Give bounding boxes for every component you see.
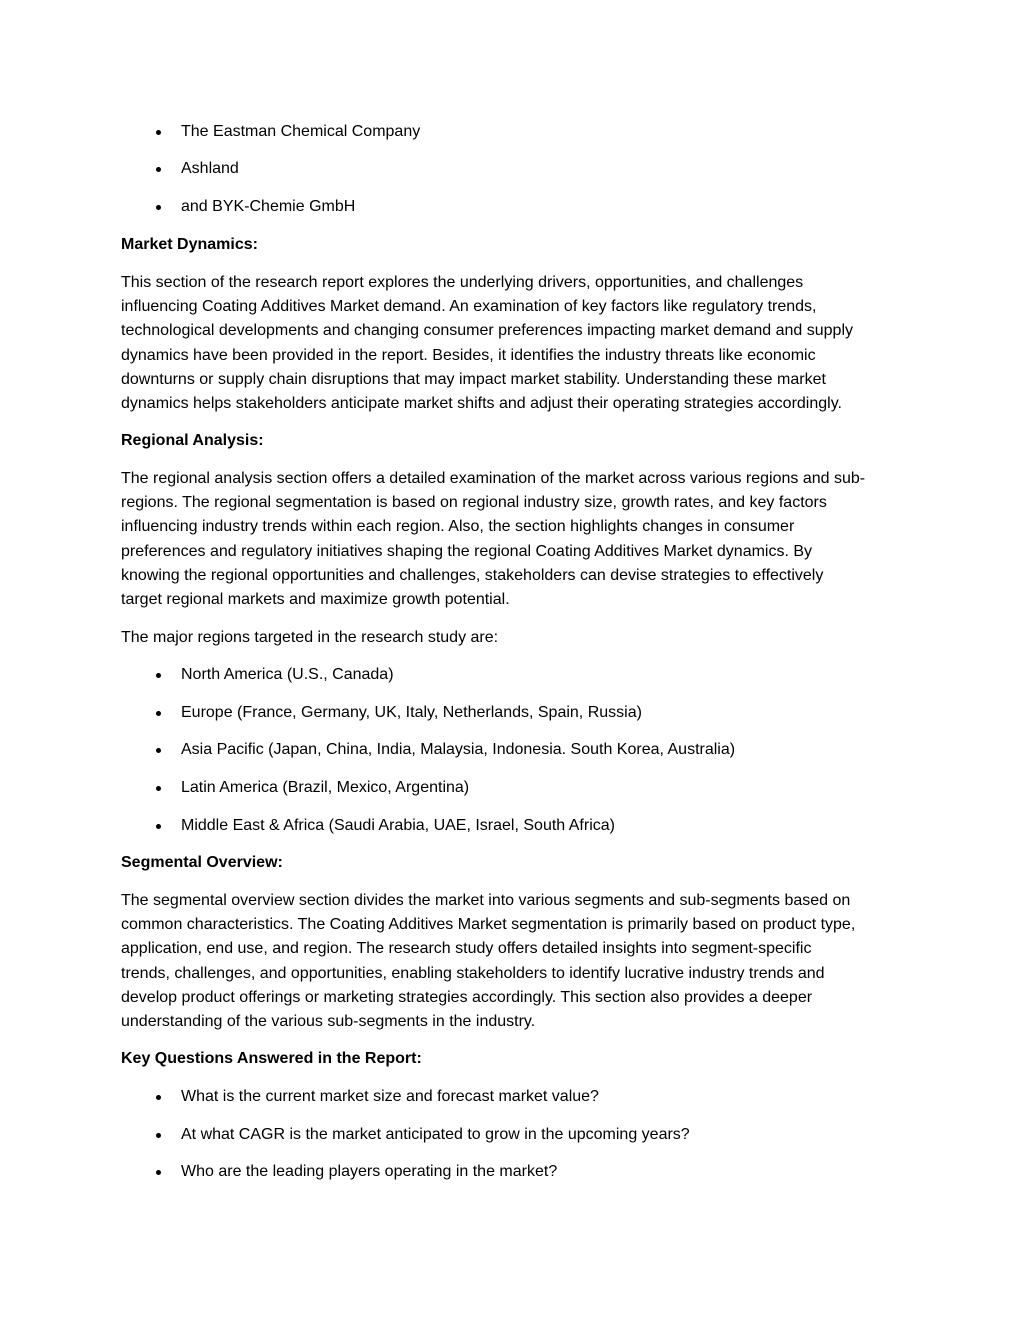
paragraph-line: dynamics have been provided in the report. Besides, it identifies the industry threats like economic bbox=[121, 346, 816, 364]
paragraph-line: downturns or supply chain disruptions that may impact market stability. Understanding these market bbox=[121, 370, 826, 388]
bullet-icon bbox=[156, 711, 161, 716]
paragraph-line: This section of the research report explores the underlying drivers, opportunities, and challenges bbox=[121, 274, 804, 291]
paragraph-line: target regional markets and maximize growth potential. bbox=[121, 591, 510, 609]
paragraph-line: knowing the regional opportunities and challenges, stakeholders can devise strategies to effectively bbox=[121, 566, 824, 584]
region-name: North America (U.S., Canada) bbox=[181, 666, 394, 683]
bullet-icon bbox=[156, 130, 161, 135]
paragraph-line: dynamics helps stakeholders anticipate market shifts and adjust their operating strategies accordingly. bbox=[121, 395, 842, 413]
question-text: Who are the leading players operating in the market? bbox=[181, 1163, 558, 1180]
paragraph-line: regions. The regional segmentation is based on regional industry size, growth rates, and key factors bbox=[121, 494, 827, 512]
region-name: Latin America (Brazil, Mexico, Argentina) bbox=[181, 779, 470, 796]
paragraph-regional-analysis bbox=[121, 467, 911, 612]
paragraph-line: develop product offerings or marketing strategies accordingly. This section also provides a deeper bbox=[121, 988, 813, 1006]
section-heading-segmental-overview: Segmental Overview: bbox=[121, 854, 283, 871]
bullet-icon bbox=[156, 1133, 161, 1138]
bullet-icon bbox=[156, 786, 161, 791]
paragraph-line: preferences and regulatory initiatives shaping the regional Coating Additives Market dynamics. By bbox=[121, 542, 813, 560]
paragraph-market-dynamics bbox=[121, 271, 911, 416]
question-text: At what CAGR is the market anticipated to grow in the upcoming years? bbox=[181, 1126, 690, 1143]
paragraph-line: The segmental overview section divides the market into various segments and sub-segments based on bbox=[121, 892, 851, 909]
paragraph-line: influencing industry trends within each region. Also, the section highlights changes in consumer bbox=[121, 518, 795, 536]
bullet-icon bbox=[156, 205, 161, 210]
paragraph-line: The major regions targeted in the research study are: bbox=[121, 629, 499, 646]
paragraph-line: The regional analysis section offers a detailed examination of the market across various regions and sub- bbox=[121, 470, 866, 487]
question-text: What is the current market size and forecast market value? bbox=[181, 1088, 599, 1105]
paragraph-line: application, end use, and region. The research study offers detailed insights into segment-specific bbox=[121, 940, 812, 958]
paragraph-line: trends, challenges, and opportunities, enabling stakeholders to identify lucrative industry trends and bbox=[121, 964, 825, 982]
bullet-icon bbox=[156, 748, 161, 753]
paragraph-line: technological developments and changing consumer preferences impacting market demand and supply bbox=[121, 322, 853, 340]
region-name: Europe (France, Germany, UK, Italy, Netherlands, Spain, Russia) bbox=[181, 704, 642, 721]
paragraph-segmental-overview bbox=[121, 889, 911, 1034]
region-name: Middle East & Africa (Saudi Arabia, UAE, Israel, South Africa) bbox=[181, 817, 615, 834]
company-name: The Eastman Chemical Company bbox=[181, 123, 421, 140]
paragraph-line: understanding of the various sub-segments in the industry. bbox=[121, 1013, 536, 1031]
paragraph-line: influencing Coating Additives Market demand. An examination of key factors like regulatory trends, bbox=[121, 298, 817, 316]
section-heading-market-dynamics: Market Dynamics: bbox=[121, 236, 258, 253]
bullet-icon bbox=[156, 167, 161, 172]
regions-intro bbox=[121, 626, 911, 650]
paragraph-line: common characteristics. The Coating Additives Market segmentation is primarily based on product type, bbox=[121, 916, 856, 934]
region-name: Asia Pacific (Japan, China, India, Malaysia, Indonesia. South Korea, Australia) bbox=[181, 741, 736, 758]
company-name: Ashland bbox=[181, 160, 239, 177]
bullet-icon bbox=[156, 824, 161, 829]
bullet-icon bbox=[156, 673, 161, 678]
bullet-icon bbox=[156, 1170, 161, 1175]
company-name: and BYK-Chemie GmbH bbox=[181, 198, 356, 215]
bullet-icon bbox=[156, 1095, 161, 1100]
section-heading-regional-analysis: Regional Analysis: bbox=[121, 432, 264, 449]
section-heading-key-questions: Key Questions Answered in the Report: bbox=[121, 1050, 422, 1067]
